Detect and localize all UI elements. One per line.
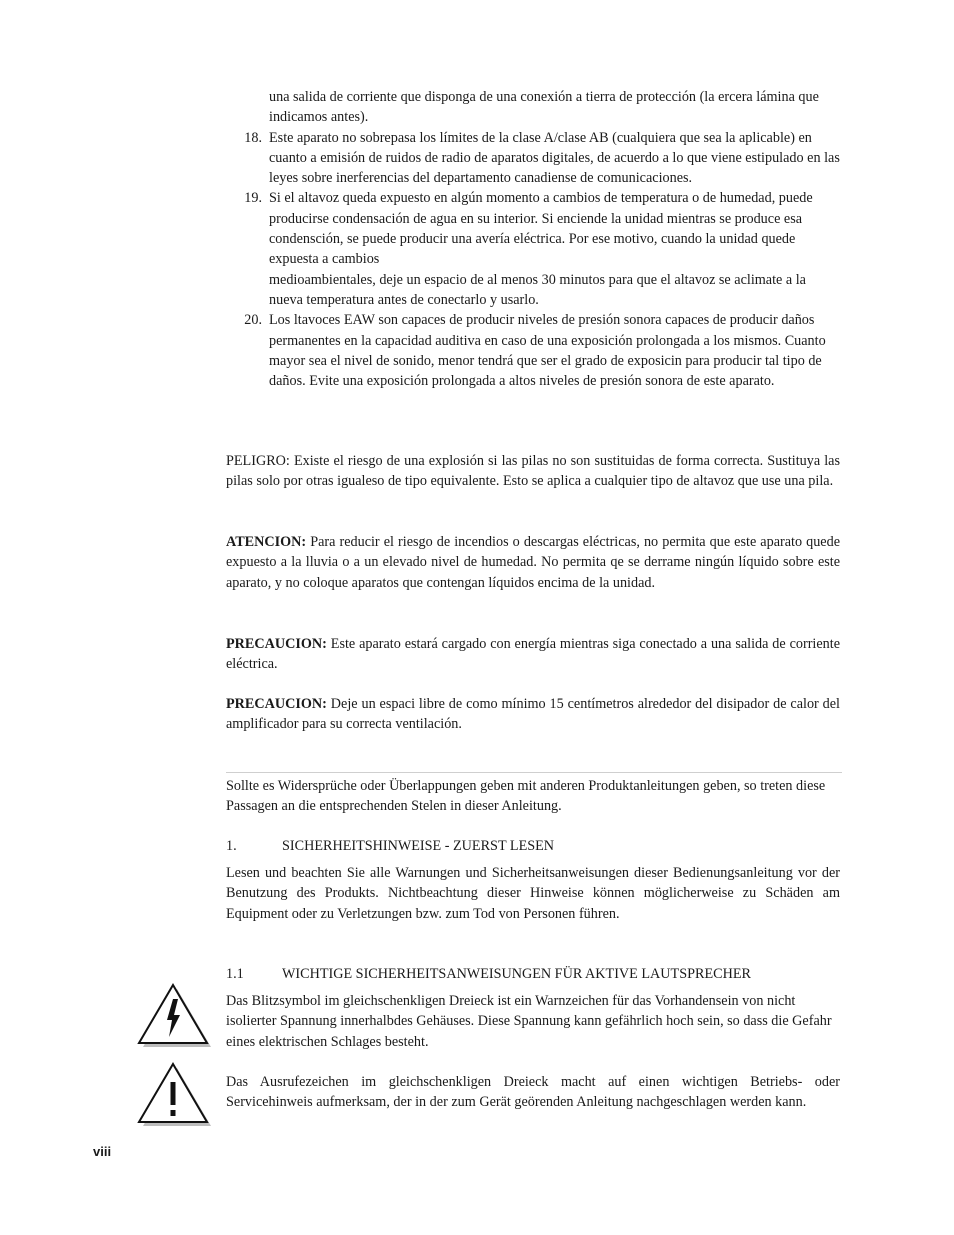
numbered-list — [226, 87, 840, 391]
section-number: 1. — [226, 838, 237, 854]
safety-intro-paragraph: Lesen und beachten Sie alle Warnungen und Sicherheitsanweisungen dieser Bedienungsanleitung vor der Benutzung des Produkts. Nichtbeachtung dieser Hinweise können möglicherweise zu Schäden am Equipment oder zu Verletzungen bzw. zum Tod von Personen führen. — [226, 865, 840, 922]
list-item-number: 20. — [244, 312, 262, 329]
list-item-18 — [226, 128, 840, 189]
list-item-text: una salida de corriente que disponga de una conexión a tierra de protección (la ercera lámina que indicamos antes). — [269, 89, 819, 126]
section-divider — [226, 772, 842, 773]
precaucion-text: Deje un espaci libre de como mínimo 15 centímetros alrededor del disipador de calor del amplificador para su correcta ventilación. — [226, 696, 840, 733]
atencion-paragraph — [226, 532, 840, 593]
lightning-warning-icon — [136, 983, 214, 1051]
list-item-19 — [226, 188, 840, 310]
list-item-number: 18. — [244, 129, 262, 146]
list-item-text: Este aparato no sobrepasa los límites de la clase A/clase AB (cualquiera que sea la aplicable) en cuanto a emisión de ruidos de radio de aparatos digitales, de acuerdo a lo que viene estipulado en las leyes sobre inerferencias del departamento canadiense de comunicaciones. — [269, 129, 840, 187]
list-item-text: Los ltavoces EAW son capaces de producir niveles de presión sonora capaces de producir daños permanentes en la capacidad auditiva en caso de una exposición prolongada a los mismos. Cuanto mayor sea el nivel de sonido, menor tendrá que ser el grado de exposicin para producir tal tipo de daños. Evite una exposición prolongada a altos niveles de presión sonora de este aparato. — [269, 312, 826, 390]
precaucion-label: PRECAUCION: — [226, 636, 327, 652]
exclamation-symbol-paragraph: Das Ausrufezeichen im gleichschenkligen Dreieck macht auf einen wichtigen Betriebs- oder Servicehinweis aufmerksam, der in der zum Gerät geörenden Anleitung nachgeschlagen werden kann. — [226, 1074, 840, 1111]
page-number: viii — [93, 1144, 112, 1159]
list-item-text-continued: medioambientales, deje un espacio de al menos 30 minutos para que el altavoz se aclimate a la nueva temperatura antes de conectarlo y usarlo. — [269, 271, 806, 308]
german-intro-paragraph: Sollte es Widersprüche oder Überlappungen geben mit anderen Produktanleitungen geben, so treten diese Passagen an die entsprechenden Stelen in dieser Anleitung. — [226, 778, 826, 815]
list-item-number: 19. — [244, 190, 262, 207]
list-item-continuation — [226, 87, 840, 128]
atencion-label: ATENCION: — [226, 534, 307, 550]
precaucion-paragraph-2 — [226, 694, 840, 735]
lightning-symbol-paragraph: Das Blitzsymbol im gleichschenkligen Dreieck ist ein Warnzeichen für das Vorhandensein von nicht isolierter Spannung innerhalbdes Gehäuses. Diese Spannung kann gefährlich hoch sein, so dass die Gefahr eines elektrischen Schlages besteht. — [226, 993, 832, 1050]
precaucion-text: Este aparato estará cargado con energía mientras siga conectado a una salida de corriente eléctrica. — [226, 636, 840, 673]
list-item-text: Si el altavoz queda expuesto en algún momento a cambios de temperatura o de humedad, puede producirse condensación de agua en su interior. Si enciende la unidad mientras se produce esa condensción, se puede producir una avería eléctrica. Por ese motivo, cuando la unidad quede expuesta a cambios — [269, 190, 813, 268]
section-number: 1.1 — [226, 966, 244, 982]
list-item-20 — [226, 310, 840, 391]
precaucion-paragraph-1 — [226, 634, 840, 675]
section-title: WICHTIGE SICHERHEITSANWEISUNGEN FÜR AKTIVE LAUTSPRECHER — [282, 966, 751, 982]
atencion-text: Para reducir el riesgo de incendios o descargas eléctricas, no permita que este aparato quede expuesto a la lluvia o a un elevado nivel de humedad. No permita qe se derrame ningún líquido sobre este aparato, y no coloque aparatos que contengan líquidos encima de la unidad. — [226, 534, 840, 591]
section-title: SICHERHEITSHINWEISE - ZUERST LESEN — [282, 838, 555, 854]
precaucion-label: PRECAUCION: — [226, 696, 327, 712]
exclamation-warning-icon — [136, 1062, 214, 1130]
peligro-paragraph: PELIGRO: Existe el riesgo de una explosión si las pilas no son sustituidas de forma correcta. Sustituya las pilas solo por otras igualeso de tipo equivalente. Esto se aplica a cualquier tipo de altavoz que use una pila. — [226, 453, 840, 490]
